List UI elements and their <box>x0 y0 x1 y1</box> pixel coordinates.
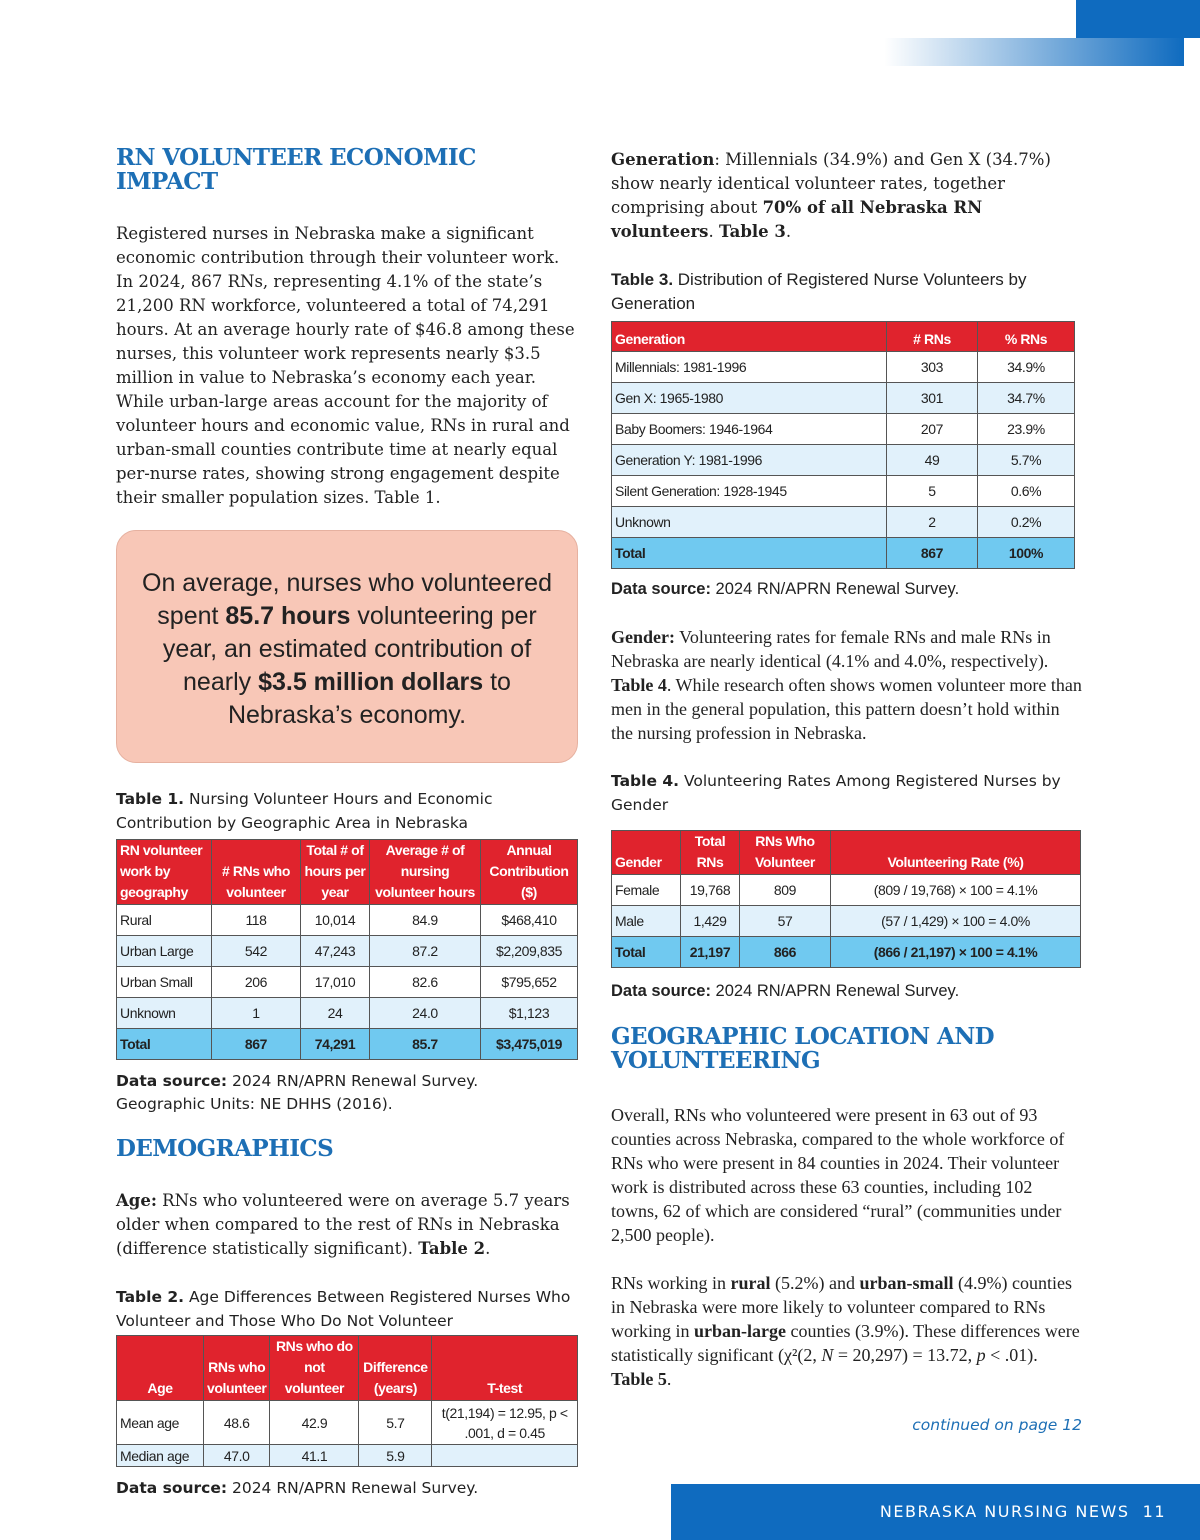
table2-caption: Table 2. Age Differences Between Registered Nurses Who Volunteer and Those Who Do Not Volunteer <box>116 1288 571 1330</box>
table1-volunteer-hours: RN volunteer work by geography # RNs who volunteer Total # of hours per year Average # of nursing volunteer hours Annual Contribution ($) Rural 118 10,014 84.9 $468,410 Urban Large 542 47,243 87.2 $2,209,835 Urban Small 206 17,010 82.6 $795,652 Unknown 1 24 24.0 $1,123 Total 867 74,291 85.7 $3,475,019 <box>116 839 578 1060</box>
section-title-geographic: GEOGRAPHIC LOCATION AND VOLUNTEERING <box>611 1023 994 1074</box>
table-row: Gen X: 1965-1980 301 34.7% <box>612 383 1075 414</box>
table-row: Generation Y: 1981-1996 49 5.7% <box>612 445 1075 476</box>
table-row: Rural 118 10,014 84.9 $468,410 <box>117 905 578 936</box>
footer-bar <box>671 1484 1200 1540</box>
continued-note: continued on page 12 <box>912 1416 1082 1434</box>
table-row: Unknown 2 0.2% <box>612 507 1075 538</box>
corner-accent-gradient <box>884 38 1184 66</box>
table-row: Mean age 48.6 42.9 5.7 t(21,194) = 12.95, p < .001, d = 0.45 <box>117 1401 578 1445</box>
geographic-paragraph-1: Overall, RNs who volunteered were present in 63 out of 93 counties across Nebraska, compared to the whole workforce of RNs who were present in 84 counties in 2024. Their volunteer work is distributed across these 63 counties, including 102 towns, 62 of which are considered “rural” (communities under 2,500 people). <box>611 1105 1065 1245</box>
table-total-row: Total 867 74,291 85.7 $3,475,019 <box>117 1029 578 1060</box>
table-row: Unknown 1 24 24.0 $1,123 <box>117 998 578 1029</box>
table-row: Millennials: 1981-1996 303 34.9% <box>612 352 1075 383</box>
table2-age-differences: Age RNs who volunteer RNs who do not volunteer Difference (years) T-test Mean age 48.6 42.9 5.7 t(21,194) = 12.95, p < .001, d = 0.45 Median age 47.0 41.1 5.9 <box>116 1335 578 1467</box>
table3-generation: Generation # RNs % RNs Millennials: 1981-1996 303 34.9% Gen X: 1965-1980 301 34.7% Baby Boomers: 1946-1964 207 23.9% Generation Y: 1981-1996 49 5.7% Silent Generation: 1928-1945 5 0.6% Unknown 2 0.2% Total 867 100% <box>611 321 1075 569</box>
callout-dollars: $3.5 million dollars <box>258 668 484 696</box>
generation-paragraph: Generation: Millennials (34.9%) and Gen X (34.7%) show nearly identical volunteer rates, together comprising about 70% of all Nebraska RN volunteers. Table 3. <box>611 150 1051 241</box>
page-number: 11 <box>1142 1502 1166 1521</box>
table3-source: Data source: 2024 RN/APRN Renewal Survey. <box>611 580 960 598</box>
table4-caption: Table 4. Volunteering Rates Among Registered Nurses by Gender <box>611 772 1061 814</box>
table-row: Urban Small 206 17,010 82.6 $795,652 <box>117 967 578 998</box>
table-row: Female 19,768 809 (809 / 19,768) × 100 = 4.1% <box>612 875 1081 906</box>
table-row: Urban Large 542 47,243 87.2 $2,209,835 <box>117 936 578 967</box>
age-paragraph: Age: RNs who volunteered were on average 5.7 years older when compared to the rest of RNs in Nebraska (difference statistically significant). Table 2. <box>116 1191 570 1258</box>
table-row: Baby Boomers: 1946-1964 207 23.9% <box>612 414 1075 445</box>
table1-source: Data source: 2024 RN/APRN Renewal Survey. <box>116 1072 479 1090</box>
callout-box: On average, nurses who volunteered spent 85.7 hours volunteering per year, an estimated contribution of nearly $3.5 million dollars to Nebraska’s economy. <box>116 530 578 763</box>
section-title-demographics: DEMOGRAPHICS <box>116 1135 334 1162</box>
table1-geographic-units: Geographic Units: NE DHHS (2016). <box>116 1095 393 1113</box>
table-total-row: Total 21,197 866 (866 / 21,197) × 100 = 4.1% <box>612 937 1081 968</box>
table1-caption: Table 1. Nursing Volunteer Hours and Economic Contribution by Geographic Area in Nebraska <box>116 790 493 832</box>
corner-accent-block <box>1076 0 1200 38</box>
table4-source: Data source: 2024 RN/APRN Renewal Survey. <box>611 982 960 1000</box>
right-column <box>611 148 1083 1391</box>
table3-caption: Table 3. Distribution of Registered Nurse Volunteers by Generation <box>611 270 1027 313</box>
gender-paragraph: Gender: Volunteering rates for female RNs and male RNs in Nebraska are nearly identical (4.1% and 4.0%, respectively). Table 4. While research often shows women volunteer more than men in the general population, this pattern doesn’t hold within the nursing profession in Nebraska. <box>611 627 1082 743</box>
table-row: Male 1,429 57 (57 / 1,429) × 100 = 4.0% <box>612 906 1081 937</box>
callout-hours: 85.7 hours <box>225 602 351 630</box>
table4-gender: Gender Total RNs RNs Who Volunteer Volunteering Rate (%) Female 19,768 809 (809 / 19,768) × 100 = 4.1% Male 1,429 57 (57 / 1,429) × 100 = 4.0% Total 21,197 866 (866 / 21,197) × 100 = 4.1% <box>611 830 1081 968</box>
table-row: Silent Generation: 1928-1945 5 0.6% <box>612 476 1075 507</box>
left-column <box>116 146 578 1500</box>
geographic-paragraph-2: RNs working in rural (5.2%) and urban-small (4.9%) counties in Nebraska were more likely to volunteer compared to RNs working in urban-large counties (3.9%). These differences were statistically significant (χ²(2, N = 20,297) = 13.72, p < .01). Table 5. <box>611 1273 1080 1389</box>
footer-label: NEBRASKA NURSING NEWS 11 <box>879 1502 1166 1521</box>
intro-paragraph: Registered nurses in Nebraska make a significant economic contribution through their volunteer work. In 2024, 867 RNs, representing 4.1% of the state’s 21,200 RN workforce, volunteered a total of 74,291 hours. At an average hourly rate of $46.8 among these nurses, this volunteer work represents nearly $3.5 million in value to Nebraska’s economy each year. While urban-large areas account for the majority of volunteer hours and economic value, RNs in rural and urban-small counties contribute time at nearly equal per-nurse rates, showing strong engagement despite their smaller population sizes. Table 1. <box>116 224 575 507</box>
section-title-economic-impact: RN VOLUNTEER ECONOMIC IMPACT <box>116 144 476 195</box>
table-total-row: Total 867 100% <box>612 538 1075 569</box>
table-row: Median age 47.0 41.1 5.9 <box>117 1445 578 1467</box>
table2-source: Data source: 2024 RN/APRN Renewal Survey. <box>116 1479 479 1497</box>
